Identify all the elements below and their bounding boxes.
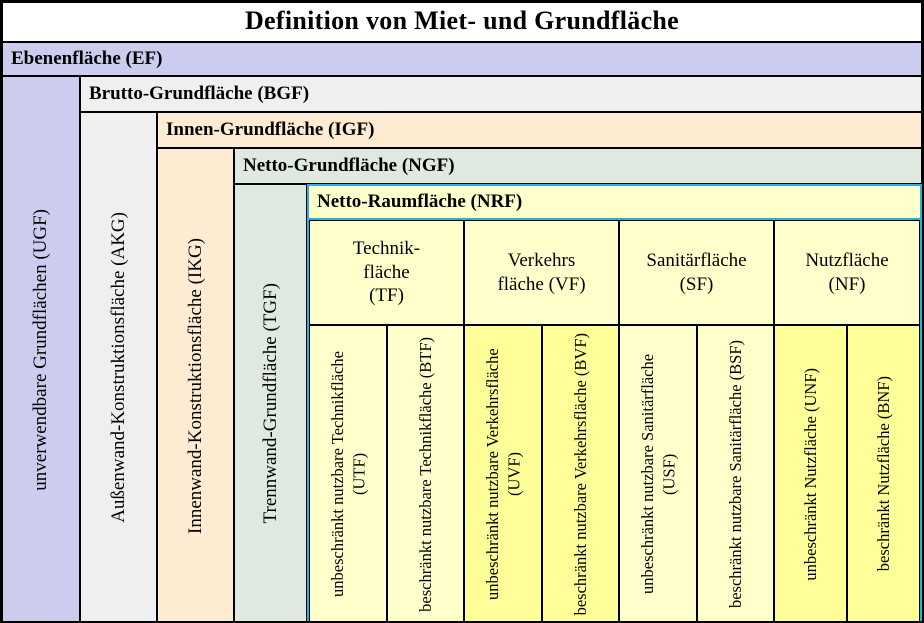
- group-sf-line2: (SF): [679, 273, 714, 295]
- level-label-nrf: Netto-Raumfläche (NRF): [317, 191, 523, 212]
- leaf-label-bsf: beschränkt nutzbare Sanitärfläche (BSF): [725, 339, 745, 609]
- column-unverwendbare-grundflaechen: [2, 76, 80, 623]
- group-nf-line1: Nutzfläche: [805, 249, 889, 271]
- leaf-beschraenkt-nutzbare-sanitaerflaeche: [697, 325, 774, 623]
- leaf-label-uvf: unbeschränkt nutzbare Verkehrsfläche (UVF): [482, 348, 523, 600]
- level-bar-ebenenflaeche: [2, 42, 922, 76]
- level-bar-netto-grundflaeche: [234, 148, 922, 184]
- group-technikflaeche: [309, 220, 464, 325]
- column-aussenwand-konstruktionsflaeche: [80, 112, 157, 623]
- group-tf-line2: fläche: [363, 261, 410, 283]
- leaf-beschraenkt-nutzflaeche: [847, 325, 920, 623]
- level-label-bgf: Brutto-Grundfläche (BGF): [89, 83, 310, 104]
- leaf-unbeschraenkt-nutzbare-verkehrsflaeche: [464, 325, 542, 623]
- page-title-text: Definition von Miet- und Grundfläche: [244, 6, 680, 35]
- leaf-unbeschraenkt-nutzflaeche: [774, 325, 847, 623]
- level-label-ngf: Netto-Grundfläche (NGF): [243, 155, 455, 176]
- leaf-label-usf: unbeschränkt nutzbare Sanitärfläche (USF): [637, 353, 678, 595]
- level-bar-netto-raumflaeche: [307, 184, 922, 220]
- leaf-label-bnf: beschränkt Nutzfläche (BNF): [873, 376, 893, 572]
- group-sf-line1: Sanitärfläche: [646, 249, 747, 271]
- column-label-akg: Außenwand-Konstruktionsfläche (AKG): [107, 212, 129, 523]
- leaf-unbeschraenkt-nutzbare-technikflaeche: [309, 325, 387, 623]
- group-nutzflaeche: [774, 220, 920, 325]
- level-bar-innen-grundflaeche: [157, 112, 922, 148]
- leaf-label-btf: beschränkt nutzbare Technikfläche (BTF): [415, 336, 435, 612]
- leaf-beschraenkt-nutzbare-technikflaeche: [387, 325, 464, 623]
- level-label-ef: Ebenenfläche (EF): [11, 48, 163, 69]
- group-vf-line1: Verkehrs: [507, 249, 576, 271]
- column-trennwand-grundflaeche: [234, 184, 307, 623]
- column-innenwand-konstruktionsflaeche: [157, 148, 234, 623]
- leaf-label-bvf: beschränkt nutzbare Verkehrsfläche (BVF): [570, 332, 590, 616]
- group-vf-line2: fläche (VF): [497, 273, 586, 295]
- level-label-igf: Innen-Grundfläche (IGF): [166, 119, 375, 140]
- leaf-label-unf: unbeschränkt Nutzfläche (UNF): [800, 367, 820, 581]
- leaf-label-utf: unbeschränkt nutzbare Technikfläche (UTF): [327, 351, 368, 597]
- column-label-ugf: unverwendbare Grundflächen (UGF): [30, 208, 51, 491]
- leaf-beschraenkt-nutzbare-verkehrsflaeche: [542, 325, 619, 623]
- group-nf-line2: (NF): [828, 273, 866, 295]
- group-sanitaerflaeche: [619, 220, 774, 325]
- column-label-tgf: Trennwand-Grundfläche (TGF): [259, 283, 281, 524]
- group-tf-line3: (TF): [369, 285, 404, 307]
- group-verkehrsflaeche: [464, 220, 619, 325]
- leaf-unbeschraenkt-nutzbare-sanitaerflaeche: [619, 325, 697, 623]
- page-title: [2, 2, 922, 42]
- column-label-ikg: Innenwand-Konstruktionsfläche (IKG): [184, 237, 206, 534]
- group-tf-line1: Technik-: [352, 237, 421, 259]
- level-bar-brutto-grundflaeche: [80, 76, 922, 112]
